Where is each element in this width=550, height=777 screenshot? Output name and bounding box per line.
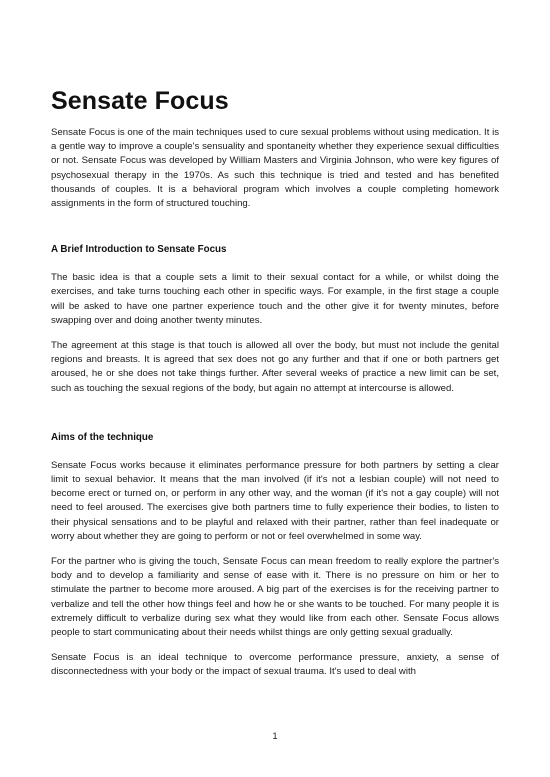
document-title: Sensate Focus — [51, 87, 229, 115]
brief-intro-paragraph-1: The basic idea is that a couple sets a limit to their sexual contact for a while, or whilst doing the exercises, and take turns touching each other in specific ways. For example, in the first stage a couple will be asked to have one partner experience touch and the other give it for twenty minutes, before swapping over and doing another twenty minutes. — [51, 272, 499, 326]
page-number: 1 — [272, 731, 278, 741]
intro-paragraph: Sensate Focus is one of the main techniques used to cure sexual problems without using medication. It is a gentle way to improve a couple's sensuality and spontaneity whether they experience sexual difficulties or not. Sensate Focus was developed by William Masters and Virginia Johnson, who were key figures of psychosexual therapy in the 1970s. As such this technique is tried and tested and has benefited thousands of couples. It is a behavioral program which involves a couple completing homework assignments in the form of structured touching. — [51, 127, 499, 210]
aims-paragraph-2: For the partner who is giving the touch, Sensate Focus can mean freedom to really explore the partner's body and to develop a familiarity and sense of ease with it. There is no pressure on him or her to stimulate the partner to become more aroused. A big part of the exercises is for the receiving partner to verbalize and tell the other how things feel and how he or she wants to be touched. For many people it is extremely difficult to verbalize during sex what they would like from each other. Sensate Focus allows people to start communicating about their needs whilst things are only getting sexual gradually. — [51, 556, 499, 639]
section-heading-brief-introduction: A Brief Introduction to Sensate Focus — [51, 244, 227, 256]
section-heading-aims: Aims of the technique — [51, 431, 154, 443]
brief-intro-paragraph-2: The agreement at this stage is that touch is allowed all over the body, but must not include the genital regions and breasts. It is agreed that sex does not go any further and that if one or both partners get aroused, he or she does not take things further. After several weeks of practice a new limit can be set, such as touching the sexual regions of the body, but again no attempt at intercourse is allowed. — [51, 340, 499, 394]
aims-paragraph-3: Sensate Focus is an ideal technique to overcome performance pressure, anxiety, a sense of disconnectedness with your body or the impact of sexual trauma. It's used to deal with — [51, 652, 499, 678]
aims-paragraph-1: Sensate Focus works because it eliminates performance pressure for both partners by setting a clear limit to sexual behavior. It means that the man involved (if it's not a lesbian couple) will not need to become erect or turned on, or perform in any other way, and the woman (if it's not a gay couple) will not need to feel aroused. The exercises give both partners time to fully experience their bodies, to listen to their physical sensations and to be playful and relaxed with their partner, rather than feel inadequate or worry about whether they are going to perform or not or feel overwhelmed in some way. — [51, 459, 499, 542]
page-content — [51, 86, 499, 680]
